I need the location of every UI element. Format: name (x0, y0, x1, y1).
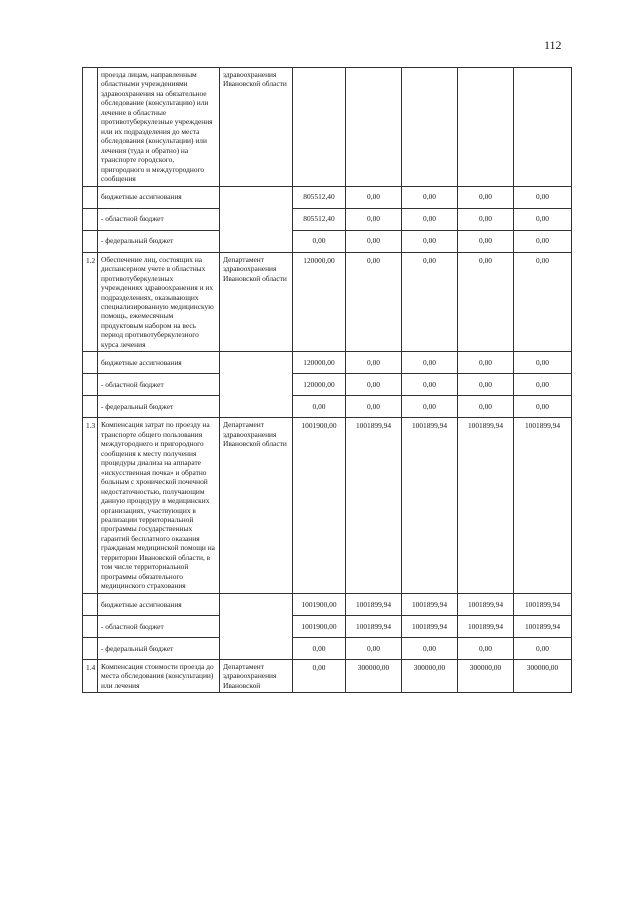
row-value-year-3 (402, 68, 458, 187)
row-value-year-4: 0,00 (458, 186, 514, 208)
row-value-year-4: 1001899,94 (458, 593, 514, 615)
row-value-year-1: 120000,00 (293, 252, 346, 352)
table-row-subtotal (83, 208, 572, 230)
row-value-year-4: 0,00 (458, 396, 514, 418)
row-description: - областной бюджет (98, 208, 220, 230)
row-description: Обеспечение лиц, состоящих на диспансерном учете в областных противотуберкулезных учреждениях здравоохранения и их подразделениях, оказывающих специализированную медицинскую помощь, ежемесячным продуктовым набором на весь период противотуберкулезного курса лечения (98, 252, 220, 352)
table-row-item (83, 252, 572, 352)
row-value-year-4: 1001899,94 (458, 418, 514, 593)
row-value-year-4: 0,00 (458, 374, 514, 396)
row-value-year-4: 0,00 (458, 252, 514, 352)
row-description: проезда лицам, направленным областными учреждениями здравоохранения на обязательное обследование (консультацию) или лечение в областные противотуберкулезные учреждения или их подразделения до места обследования (консультации) или лечения (туда и обратно) на транспорте городского, пригородного и междугородного сообщения (98, 68, 220, 187)
table-row-subtotal (83, 637, 572, 659)
table-row-item (83, 659, 572, 692)
row-value-year-1: 0,00 (293, 396, 346, 418)
row-value-year-2: 1001899,94 (346, 615, 402, 637)
row-department: Департамент здравоохранения Ивановской области (220, 252, 293, 352)
row-index (83, 68, 98, 187)
row-index: 1.4 (83, 659, 98, 692)
row-value-year-3: 0,00 (402, 374, 458, 396)
row-description: бюджетные ассигнования (98, 593, 220, 615)
row-index (83, 374, 98, 396)
row-department: здравоохранения Ивановской области (220, 68, 293, 187)
row-value-year-4: 0,00 (458, 230, 514, 252)
row-value-year-2: 0,00 (346, 374, 402, 396)
row-value-year-5: 1001899,94 (514, 593, 572, 615)
row-index (83, 396, 98, 418)
row-department (220, 352, 293, 418)
row-value-year-2: 300000,00 (346, 659, 402, 692)
row-department: Департамент здравоохранения Ивановской области (220, 418, 293, 593)
page-number: 112 (544, 38, 562, 52)
row-description: - федеральный бюджет (98, 230, 220, 252)
row-description: Компенсация затрат по проезду на транспорте общего пользования междугороднего и пригородного сообщения к месту получения процедуры диализа на аппарате «искусственная почка» и обратно больным с хронической почечной недостаточностью, получающим данную процедуру в медицинских организациях, участвующих в реализации территориальной программы государственных гарантий бесплатного оказания гражданам медицинской помощи на территории Ивановской области, в том числе территориальной программы обязательного медицинского страхования (98, 418, 220, 593)
row-department (220, 186, 293, 252)
row-value-year-2: 0,00 (346, 186, 402, 208)
row-value-year-5: 0,00 (514, 208, 572, 230)
table-row-subtotal (83, 352, 572, 374)
row-value-year-5: 0,00 (514, 396, 572, 418)
row-value-year-3: 1001899,94 (402, 418, 458, 593)
row-value-year-3: 0,00 (402, 396, 458, 418)
row-value-year-5: 300000,00 (514, 659, 572, 692)
row-value-year-1: 0,00 (293, 230, 346, 252)
row-value-year-3: 300000,00 (402, 659, 458, 692)
table-row-subtotal (83, 593, 572, 615)
row-value-year-3: 0,00 (402, 252, 458, 352)
table-row-subtotal (83, 396, 572, 418)
row-value-year-4: 300000,00 (458, 659, 514, 692)
row-value-year-3: 0,00 (402, 352, 458, 374)
row-value-year-4: 0,00 (458, 637, 514, 659)
row-value-year-2: 1001899,94 (346, 593, 402, 615)
row-value-year-4: 0,00 (458, 352, 514, 374)
row-index (83, 230, 98, 252)
row-value-year-1 (293, 68, 346, 187)
row-value-year-1: 0,00 (293, 637, 346, 659)
row-value-year-2: 0,00 (346, 396, 402, 418)
row-value-year-3: 0,00 (402, 186, 458, 208)
row-value-year-3: 1001899,94 (402, 593, 458, 615)
row-value-year-1: 120000,00 (293, 374, 346, 396)
row-description: - областной бюджет (98, 374, 220, 396)
row-value-year-4: 0,00 (458, 208, 514, 230)
row-value-year-1: 120000,00 (293, 352, 346, 374)
row-index (83, 352, 98, 374)
row-value-year-2: 0,00 (346, 352, 402, 374)
row-value-year-5: 0,00 (514, 230, 572, 252)
row-value-year-5: 0,00 (514, 637, 572, 659)
row-value-year-2: 0,00 (346, 252, 402, 352)
row-index: 1.3 (83, 418, 98, 593)
row-value-year-2: 1001899,94 (346, 418, 402, 593)
row-index (83, 615, 98, 637)
row-value-year-4: 1001899,94 (458, 615, 514, 637)
row-description: Компенсация стоимости проезда до места обследования (консультации) или лечения (98, 659, 220, 692)
row-index (83, 208, 98, 230)
row-description: бюджетные ассигнования (98, 186, 220, 208)
table-row-item (83, 418, 572, 593)
row-department: Департамент здравоохранения Ивановской (220, 659, 293, 692)
row-value-year-1: 0,00 (293, 659, 346, 692)
budget-table-body (83, 68, 572, 693)
row-index: 1.2 (83, 252, 98, 352)
row-value-year-5 (514, 68, 572, 187)
row-index (83, 186, 98, 208)
row-value-year-1: 805512,40 (293, 208, 346, 230)
budget-table (82, 67, 572, 693)
row-description: - областной бюджет (98, 615, 220, 637)
row-value-year-2: 0,00 (346, 637, 402, 659)
row-value-year-1: 1001900,00 (293, 615, 346, 637)
row-value-year-2: 0,00 (346, 230, 402, 252)
row-value-year-2 (346, 68, 402, 187)
table-row-subtotal (83, 374, 572, 396)
row-description: бюджетные ассигнования (98, 352, 220, 374)
table-row-subtotal (83, 186, 572, 208)
row-value-year-5: 0,00 (514, 186, 572, 208)
table-row-item (83, 68, 572, 187)
table-row-subtotal (83, 230, 572, 252)
row-description: - федеральный бюджет (98, 396, 220, 418)
row-value-year-5: 0,00 (514, 374, 572, 396)
row-description: - федеральный бюджет (98, 637, 220, 659)
row-value-year-5: 0,00 (514, 352, 572, 374)
row-value-year-5: 1001899,94 (514, 615, 572, 637)
row-value-year-1: 805512,40 (293, 186, 346, 208)
row-department (220, 593, 293, 659)
row-value-year-2: 0,00 (346, 208, 402, 230)
row-value-year-4 (458, 68, 514, 187)
row-value-year-3: 0,00 (402, 208, 458, 230)
row-index (83, 637, 98, 659)
row-value-year-3: 0,00 (402, 230, 458, 252)
row-value-year-5: 0,00 (514, 252, 572, 352)
row-value-year-3: 0,00 (402, 637, 458, 659)
row-value-year-3: 1001899,94 (402, 615, 458, 637)
row-value-year-5: 1001899,94 (514, 418, 572, 593)
row-index (83, 593, 98, 615)
row-value-year-1: 1001900,00 (293, 593, 346, 615)
table-row-subtotal (83, 615, 572, 637)
row-value-year-1: 1001900,00 (293, 418, 346, 593)
